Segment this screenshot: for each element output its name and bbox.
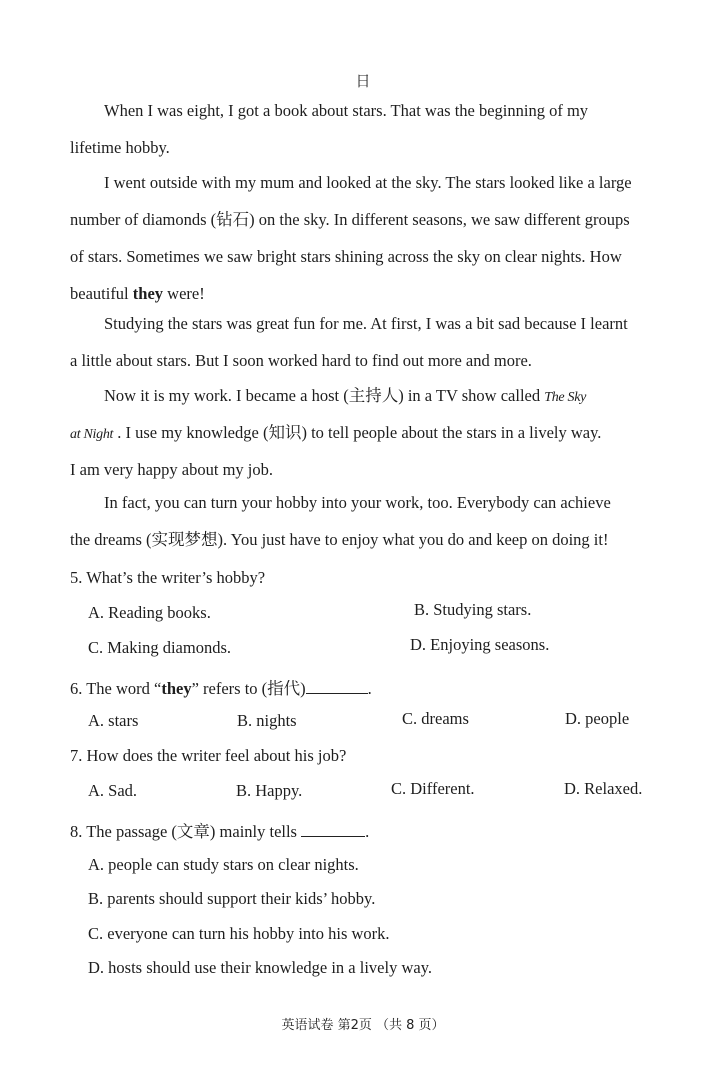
q6-text-pre: 6. The word “ bbox=[70, 679, 162, 698]
question-5: 5. What’s the writer’s hobby? bbox=[70, 568, 266, 587]
passage-line bbox=[70, 129, 650, 166]
show-title: The Sky bbox=[544, 390, 587, 405]
passage-paragraph-2 bbox=[70, 164, 650, 312]
q7-option-c[interactable]: C. Different. bbox=[391, 779, 475, 798]
text-run: were! bbox=[163, 284, 205, 303]
text-run: number of diamonds (钻石) on the sky. In different seasons, we saw different groups bbox=[70, 210, 630, 229]
q6-option-c[interactable]: C. dreams bbox=[402, 709, 469, 728]
text-run: I went outside with my mum and looked at the sky. The stars looked like a large bbox=[104, 173, 632, 192]
passage-paragraph-5 bbox=[70, 484, 650, 558]
question-6 bbox=[70, 675, 372, 699]
text-run: . I use my knowledge (知识) to tell people about the stars in a lively way. bbox=[113, 423, 602, 442]
q6-option-d[interactable]: D. people bbox=[565, 709, 630, 728]
q8-option-a[interactable]: A. people can study stars on clear nights. bbox=[88, 855, 359, 874]
passage-line bbox=[70, 92, 650, 129]
passage-line bbox=[70, 238, 650, 275]
q7-option-b[interactable]: B. Happy. bbox=[236, 781, 303, 800]
passage-line bbox=[70, 414, 650, 451]
passage-line bbox=[70, 305, 650, 342]
page-footer: 英语试卷 第2页 （共 8 页） bbox=[281, 1018, 445, 1033]
question-7: 7. How does the writer feel about his job? bbox=[70, 746, 347, 765]
q6-text-post: ” refers to (指代) bbox=[191, 679, 306, 698]
text-run: In fact, you can turn your hobby into your work, too. Everybody can achieve bbox=[104, 493, 611, 512]
show-title: at Night bbox=[70, 427, 114, 442]
passage-line bbox=[70, 201, 650, 238]
section-mark: 日 bbox=[355, 74, 371, 90]
q6-keyword: they bbox=[161, 679, 192, 698]
text-run: the dreams (实现梦想). You just have to enjoy what you do and keep on doing it! bbox=[70, 530, 609, 549]
q8-option-c[interactable]: C. everyone can turn his hobby into his work. bbox=[88, 924, 390, 943]
passage-line bbox=[70, 342, 650, 379]
q8-option-d[interactable]: D. hosts should use their knowledge in a lively way. bbox=[88, 958, 433, 977]
q8-text-pre: 8. The passage (文章) mainly tells bbox=[70, 822, 297, 841]
q6-option-a[interactable]: A. stars bbox=[88, 711, 139, 730]
text-run: beautiful bbox=[70, 284, 133, 303]
passage-line bbox=[70, 164, 650, 201]
q5-option-a[interactable]: A. Reading books. bbox=[88, 603, 211, 622]
q8-text-end: . bbox=[365, 822, 370, 841]
q6-answer-blank[interactable] bbox=[306, 679, 368, 694]
passage-paragraph-4 bbox=[70, 377, 650, 488]
text-run: When I was eight, I got a book about stars. That was the beginning of my bbox=[104, 101, 589, 120]
passage-line bbox=[70, 521, 650, 558]
text-run: a little about stars. But I soon worked hard to find out more and more. bbox=[70, 351, 532, 370]
q6-option-b[interactable]: B. nights bbox=[237, 711, 297, 730]
q8-option-b[interactable]: B. parents should support their kids’ hobby. bbox=[88, 889, 376, 908]
passage-paragraph-1 bbox=[70, 92, 650, 166]
q5-option-c[interactable]: C. Making diamonds. bbox=[88, 638, 231, 657]
passage-line bbox=[70, 377, 650, 414]
text-run: of stars. Sometimes we saw bright stars shining across the sky on clear nights. How bbox=[70, 247, 622, 266]
q8-answer-blank[interactable] bbox=[301, 822, 365, 837]
q7-option-a[interactable]: A. Sad. bbox=[88, 781, 138, 800]
text-run: Studying the stars was great fun for me. At first, I was a bit sad because I learnt bbox=[104, 314, 628, 333]
text-run: I am very happy about my job. bbox=[70, 460, 273, 479]
q5-option-d[interactable]: D. Enjoying seasons. bbox=[410, 635, 550, 654]
q5-option-b[interactable]: B. Studying stars. bbox=[414, 600, 532, 619]
text-run: Now it is my work. I became a host (主持人) in a TV show called bbox=[104, 386, 545, 405]
passage-line bbox=[70, 451, 650, 488]
q7-option-d[interactable]: D. Relaxed. bbox=[564, 779, 643, 798]
text-run: lifetime hobby. bbox=[70, 138, 170, 157]
passage-line bbox=[70, 484, 650, 521]
bold-keyword: they bbox=[132, 284, 164, 303]
q6-text-end: . bbox=[367, 679, 372, 698]
passage-paragraph-3 bbox=[70, 305, 650, 379]
question-8 bbox=[70, 818, 369, 842]
